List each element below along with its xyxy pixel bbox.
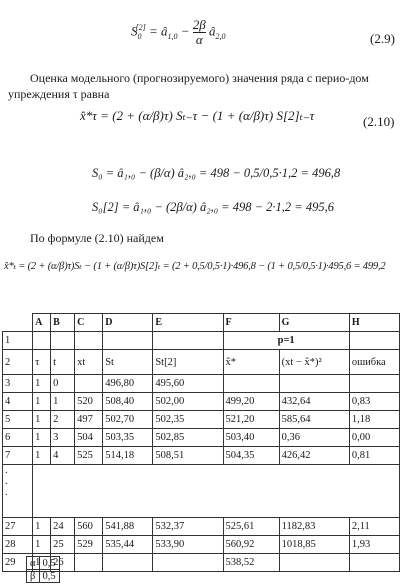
cell-err: 0,00: [349, 429, 399, 447]
cell-x: [75, 554, 103, 572]
cell-sq: 1182,83: [279, 518, 349, 536]
cell-s: 514,18: [103, 447, 153, 465]
cell-tau: 1: [33, 429, 51, 447]
header-squared-error: (xt − x̂*)²: [279, 350, 349, 375]
cell-n: 28: [3, 536, 33, 554]
cell-x: 529: [75, 536, 103, 554]
col-letter-e: E: [153, 314, 223, 332]
p-label: p=1: [223, 332, 349, 350]
cell-s2: 502,35: [153, 411, 223, 429]
equation-2-10: x̂*τ = (2 + (α/β)τ) Sₜ₋τ − (1 + (α/β)τ) S[2]ₜ₋τ: [80, 108, 315, 123]
table-row: [3, 536, 400, 554]
table-row: [3, 554, 400, 572]
col-letter-d: D: [103, 314, 153, 332]
cell-xh: 503,40: [223, 429, 279, 447]
eq29-tail: â: [209, 23, 216, 39]
cell-n: 4: [3, 393, 33, 411]
cell-s2: 495,60: [153, 375, 223, 393]
cell-sq: 0,36: [279, 429, 349, 447]
col-letter-b: B: [51, 314, 75, 332]
cell-xh: 521,20: [223, 411, 279, 429]
header-tau: τ: [33, 350, 51, 375]
cell-s2: 533,90: [153, 536, 223, 554]
eq29-rhs-sub: 1,0: [167, 32, 178, 42]
header-t: t: [51, 350, 75, 375]
alpha-value: 0,5: [39, 557, 59, 570]
cell-t: 1: [51, 393, 75, 411]
header-st: St: [103, 350, 153, 375]
header-st2: St[2]: [153, 350, 223, 375]
cell-tau: 1: [33, 375, 51, 393]
cell-err: 2,11: [349, 518, 399, 536]
col-letter-a: A: [33, 314, 51, 332]
cell-err: 0,83: [349, 393, 399, 411]
eq29-rhs: = â: [148, 23, 168, 39]
col-letter-g: G: [279, 314, 349, 332]
cell-sq: [279, 375, 349, 393]
cell-s: 535,44: [103, 536, 153, 554]
row-number: 1: [3, 332, 33, 350]
eq29-frac-num: 2β: [192, 17, 206, 32]
cell-tau: 1: [33, 518, 51, 536]
alpha-label: α: [27, 557, 40, 570]
equation-2-9: [131, 18, 226, 47]
cell-n: 7: [3, 447, 33, 465]
cell-sq: 432,64: [279, 393, 349, 411]
beta-label: β: [27, 570, 40, 583]
cell-tau: 1: [33, 554, 51, 572]
beta-value: 0,5: [39, 570, 59, 583]
cell-s2: 508,51: [153, 447, 223, 465]
cell-s2: 532,37: [153, 518, 223, 536]
table-row: [3, 518, 400, 536]
table-row: [3, 411, 400, 429]
cell-t: 3: [51, 429, 75, 447]
params-table: [26, 556, 60, 583]
eq29-fraction: [193, 18, 206, 47]
cell-err: 1,18: [349, 411, 399, 429]
cell-sq: [279, 554, 349, 572]
col-letter-f: F: [223, 314, 279, 332]
table-row: [3, 429, 400, 447]
cell-x: 560: [75, 518, 103, 536]
cell-t: 2: [51, 411, 75, 429]
cell-tau: 1: [33, 393, 51, 411]
cell-err: [349, 375, 399, 393]
eq29-frac-den: α: [195, 32, 203, 47]
corner-cell: [3, 314, 33, 332]
cell-xh: 538,52: [223, 554, 279, 572]
alpha-row: [27, 557, 60, 570]
calc-s0-2: S₀[2] = â₁,₀ − (2β/α) â₂,₀ = 498 − 2·1,2 = 495,6: [92, 200, 334, 214]
paragraph-by-formula: По формуле (2.10) найдем: [30, 231, 164, 245]
cell-t: 0: [51, 375, 75, 393]
calc-forecast: x̂*ₜ = (2 + (α/β)τ)Sₜ − (1 + (α/β)τ)S[2]ₜ = (2 + 0,5/0,5·1)·496,8 − (1 + 0,5/0,5·1)·495,6 = 499,2: [4, 261, 386, 272]
cell-s: 502,70: [103, 411, 153, 429]
cell-sq: 426,42: [279, 447, 349, 465]
cell-xh: 499,20: [223, 393, 279, 411]
table-row-2: [3, 350, 400, 375]
cell-n: 29: [3, 554, 33, 572]
table-row: [3, 375, 400, 393]
ellipsis-cell: . . .: [3, 465, 33, 518]
eq29-lhs-sub: 0: [137, 32, 142, 42]
cell-x: [75, 375, 103, 393]
cell-s2: [153, 554, 223, 572]
cell-n: 5: [3, 411, 33, 429]
cell-sq: 585,64: [279, 411, 349, 429]
header-xhat: x̂*: [223, 350, 279, 375]
cell-xh: 525,61: [223, 518, 279, 536]
cell-err: [349, 554, 399, 572]
header-error: ошибка: [349, 350, 399, 375]
eq29-minus: −: [180, 23, 190, 39]
table-row: [3, 393, 400, 411]
cell-s: 503,35: [103, 429, 153, 447]
beta-row: [27, 570, 60, 583]
cell-s2: 502,85: [153, 429, 223, 447]
table-gap-row: [3, 465, 400, 518]
row-number: 2: [3, 350, 33, 375]
cell-err: 0,81: [349, 447, 399, 465]
eq29-lhs-sup: [2]: [135, 23, 146, 33]
cell-t: 25: [51, 536, 75, 554]
calc-s0: S₀ = â₁,₀ − (β/α) â₂,₀ = 498 − 0,5/0,5·1,2 = 496,8: [92, 166, 341, 180]
cell-n: 3: [3, 375, 33, 393]
cell-s: 541,88: [103, 518, 153, 536]
col-letter-h: H: [349, 314, 399, 332]
table-header-row-1: [3, 314, 400, 332]
cell-tau: 1: [33, 447, 51, 465]
cell-t: 26: [51, 554, 75, 572]
data-table: [2, 313, 400, 572]
cell-s: 508,40: [103, 393, 153, 411]
cell-x: 497: [75, 411, 103, 429]
cell-xh: [223, 375, 279, 393]
paragraph-model-estimate: Оценка модельного (прогнозируемого) значения ряда с перио-дом упреждения τ равна: [8, 71, 369, 101]
cell-x: 504: [75, 429, 103, 447]
cell-t: 4: [51, 447, 75, 465]
cell-n: 27: [3, 518, 33, 536]
col-letter-c: C: [75, 314, 103, 332]
table-row: [3, 447, 400, 465]
cell-x: 525: [75, 447, 103, 465]
eq29-lhs: S: [131, 23, 138, 39]
cell-tau: 1: [33, 536, 51, 554]
cell-tau: 1: [33, 411, 51, 429]
header-xt: xt: [75, 350, 103, 375]
cell-s: [103, 554, 153, 572]
cell-xh: 504,35: [223, 447, 279, 465]
cell-xh: 560,92: [223, 536, 279, 554]
cell-x: 520: [75, 393, 103, 411]
cell-t: 24: [51, 518, 75, 536]
cell-n: 6: [3, 429, 33, 447]
table-row-1: [3, 332, 400, 350]
equation-number-2-9: (2.9): [370, 31, 395, 46]
cell-sq: 1018,85: [279, 536, 349, 554]
eq29-tail-sub: 2,0: [215, 32, 226, 42]
cell-err: 1,93: [349, 536, 399, 554]
cell-s: 496,80: [103, 375, 153, 393]
equation-number-2-10: (2.10): [363, 114, 395, 129]
cell-s2: 502,00: [153, 393, 223, 411]
